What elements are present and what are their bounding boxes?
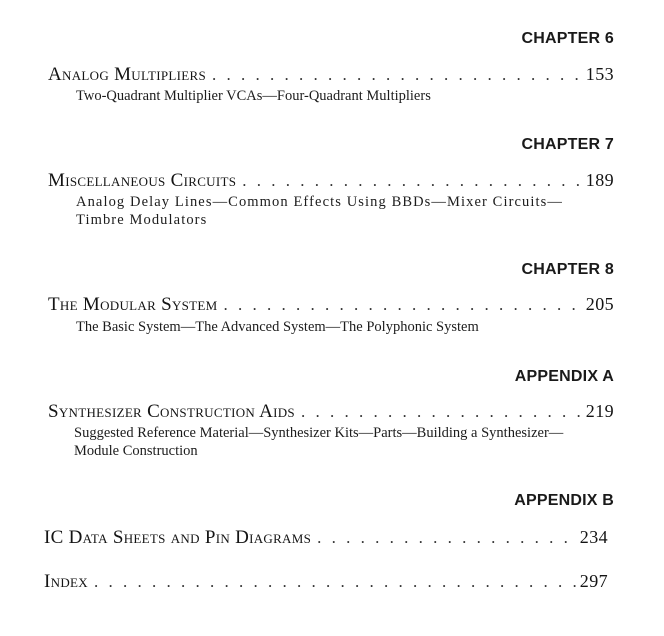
toc-entry-ic-data-sheets[interactable] [44,527,608,549]
leader-dots [224,295,582,315]
toc-entry-title: Synthesizer Construction Aids [48,401,295,422]
leader-dots [317,528,576,548]
toc-entry-title: Index [44,571,88,592]
toc-entry-subtopics: The Basic System—The Advanced System—The Polyphonic System [76,319,479,335]
chapter-7-heading: CHAPTER 7 [521,136,614,153]
toc-entry-index[interactable] [44,571,608,593]
toc-entry-page-number: 219 [585,401,614,421]
toc-entry-title: The Modular System [48,294,218,315]
toc-entry-title: Miscellaneous Circuits [48,170,237,191]
toc-entry-title: IC Data Sheets and Pin Diagrams [44,527,312,548]
toc-entry-title: Analog Multipliers [48,64,207,85]
toc-entry-page-number: 153 [585,64,614,84]
leader-dots [242,171,582,191]
toc-entry-subtopics: Analog Delay Lines—Common Effects Using BBDs—Mixer Circuits—Timbre Modulators [76,194,563,228]
leader-dots [212,65,582,85]
toc-entry-miscellaneous-circuits[interactable] [48,170,614,192]
toc-entry-the-modular-system[interactable] [48,294,614,316]
chapter-6-heading: CHAPTER 6 [521,30,614,47]
toc-entry-subtopics: Two-Quadrant Multiplier VCAs—Four-Quadrant Multipliers [76,88,431,104]
toc-entry-page-number: 234 [579,527,608,547]
chapter-8-heading: CHAPTER 8 [521,261,614,278]
leader-dots [301,402,582,422]
leader-dots [94,572,576,592]
toc-entry-page-number: 297 [579,571,608,591]
toc-entry-subtopics: Suggested Reference Material—Synthesizer Kits—Parts—Building a Synthesizer—Module Construction [74,425,564,459]
toc-entry-page-number: 189 [585,170,614,190]
toc-entry-synthesizer-construction-aids[interactable] [48,401,614,423]
appendix-a-heading: APPENDIX A [514,368,614,385]
toc-entry-analog-multipliers[interactable] [48,64,614,86]
toc-entry-page-number: 205 [585,294,614,314]
appendix-b-heading: APPENDIX B [514,492,614,509]
